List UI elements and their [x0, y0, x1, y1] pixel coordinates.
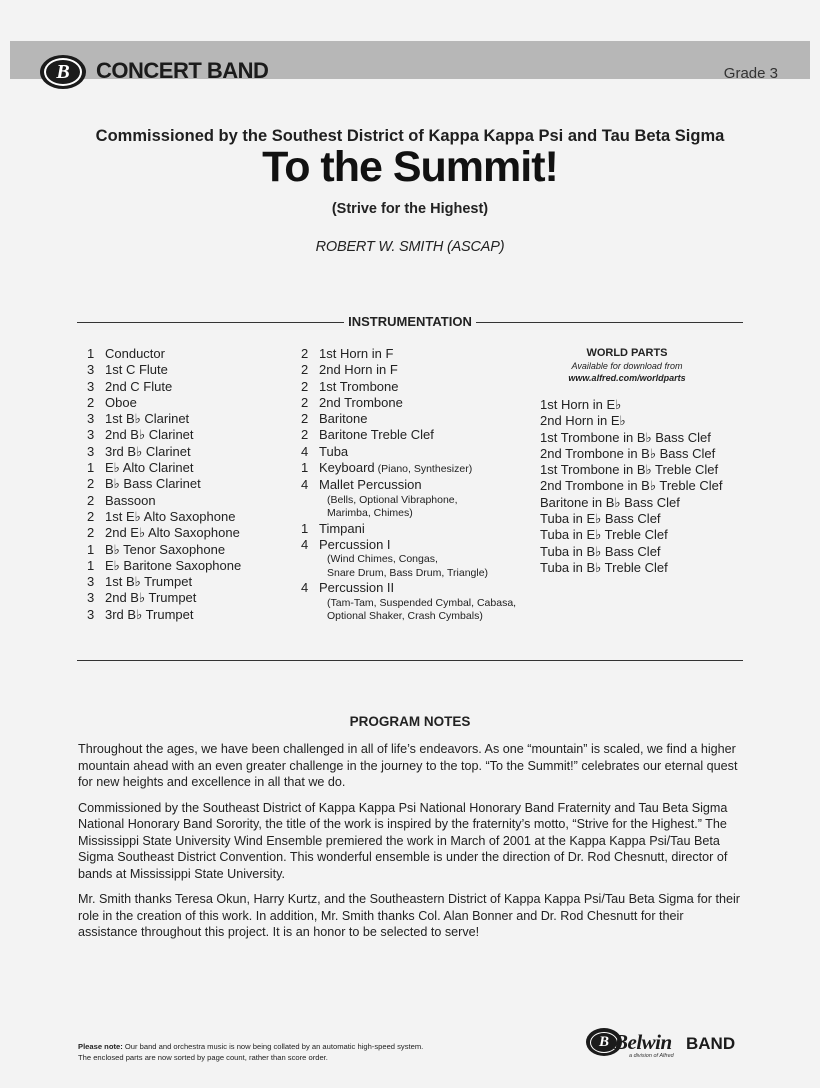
instrument-name: 2nd E♭ Alto Saxophone [105, 525, 240, 541]
composer: ROBERT W. SMITH (ASCAP) [315, 239, 505, 255]
instrument-detail: (Wind Chimes, Congas, [327, 553, 438, 566]
instrument-name: 2nd Trombone [319, 394, 403, 410]
instrument-row [87, 362, 241, 378]
instrument-row [87, 558, 241, 574]
instrument-name: 1st B♭ Clarinet [105, 411, 190, 427]
world-part-item: Tuba in E♭ Treble Clef [540, 527, 668, 543]
footer-note-line1: Our band and orchestra music is now being collated by an automatic high-speed system. [122, 1042, 424, 1051]
instrument-column-2 [301, 346, 516, 624]
instrument-qty: 4 [301, 580, 309, 596]
instrument-row [87, 411, 241, 427]
instrument-name: Baritone [319, 411, 368, 427]
instrument-qty: 3 [87, 362, 95, 378]
belwin-band-logo [586, 1026, 746, 1062]
instrument-row [87, 379, 241, 395]
instrument-name: 1st E♭ Alto Saxophone [105, 508, 236, 524]
world-parts-url: www.alfred.com/worldparts [568, 373, 686, 383]
instrument-name: Keyboard [319, 460, 375, 476]
instrument-row [301, 444, 516, 460]
instrument-name: 2nd B♭ Clarinet [105, 427, 194, 443]
instrument-name: Bassoon [105, 492, 156, 508]
world-parts-list [540, 397, 722, 576]
instrument-row [301, 411, 516, 427]
instrument-qty: 2 [87, 394, 95, 410]
instrument-row [301, 346, 516, 362]
instrument-name: Percussion I [319, 536, 391, 552]
instrument-name: E♭ Baritone Saxophone [105, 557, 242, 573]
instrument-qty: 2 [301, 427, 309, 443]
instrument-row [87, 574, 241, 590]
instrument-row [301, 427, 516, 443]
instrument-name: B♭ Tenor Saxophone [105, 541, 226, 557]
instrument-row [87, 542, 241, 558]
subtitle: (Strive for the Highest) [331, 201, 489, 217]
belwin-logo-icon [40, 55, 86, 89]
instrument-qty: 1 [87, 557, 95, 573]
instrument-detail: Marimba, Chimes) [327, 507, 413, 520]
instrument-row [87, 509, 241, 525]
instrument-detail: Snare Drum, Bass Drum, Triangle) [327, 566, 489, 579]
instrument-detail: (Piano, Synthesizer) [377, 463, 473, 476]
instrument-row [87, 476, 241, 492]
series-label: CONCERT BAND [96, 58, 269, 83]
instrument-name: Tuba [319, 443, 349, 459]
world-part-item: 2nd Trombone in B♭ Bass Clef [540, 445, 716, 461]
instrumentation-divider [77, 315, 743, 329]
belwin-band-word: BAND [686, 1034, 736, 1053]
instrument-qty: 4 [301, 536, 309, 552]
instrument-row [301, 537, 516, 553]
world-part-item: 1st Trombone in B♭ Bass Clef [540, 429, 711, 445]
instrument-row [87, 395, 241, 411]
page-title: To the Summit! [262, 143, 558, 191]
instrument-name: 3rd B♭ Clarinet [105, 443, 191, 459]
instrument-qty: 3 [87, 574, 95, 590]
instrument-qty: 3 [87, 427, 95, 443]
grade-label: Grade 3 [723, 65, 778, 82]
instrument-name: 2nd C Flute [105, 378, 173, 394]
world-part-item: Tuba in E♭ Bass Clef [540, 511, 661, 527]
instrument-qty: 3 [87, 606, 95, 622]
belwin-wordmark: Belwin [614, 1030, 672, 1054]
instrument-name: 2nd Horn in F [319, 362, 398, 378]
instrument-qty: 2 [301, 362, 309, 378]
instrument-qty: 2 [87, 476, 95, 492]
instrument-row [87, 444, 241, 460]
instrument-qty: 2 [301, 411, 309, 427]
notes-paragraph: Throughout the ages, we have been challenged in all of life’s endeavors. As one “mountain” is scaled, we find a higher mountain ahead with an even greater challenge in the journey to the top. “To the Summit!” celebrates our eternal quest for new heights and excellence in all that we do. [78, 742, 738, 789]
instrument-qty: 1 [87, 460, 95, 476]
instrument-name: Percussion II [319, 580, 395, 596]
notes-paragraph: Mr. Smith thanks Teresa Okun, Harry Kurtz, and the Southeastern District of Kappa Kappa Psi/Tau Beta Sigma for their role in the creation of this work. In addition, Mr. Smith thanks Col. Alan Bonner and Dr. Rod Chesnutt for their assistance throughout this project. It is an honor to be selected to serve! [78, 892, 740, 939]
instrument-row [87, 493, 241, 509]
instrument-row [87, 590, 241, 606]
belwin-division: a division of Alfred [629, 1053, 674, 1059]
instrument-qty: 1 [301, 460, 309, 476]
instrument-name: 1st Horn in F [319, 346, 394, 361]
world-part-item: 2nd Trombone in B♭ Treble Clef [540, 478, 723, 494]
footer-note-line2: The enclosed parts are now sorted by page count, rather than score order. [78, 1052, 328, 1062]
instrument-name: Oboe [105, 394, 137, 410]
instrument-column-1 [87, 346, 241, 623]
instrument-qty: 2 [87, 508, 95, 524]
instrument-qty: 1 [87, 541, 95, 557]
instrument-name: E♭ Alto Clarinet [105, 460, 194, 476]
instrument-row [87, 346, 241, 362]
instrument-qty: 2 [87, 492, 95, 508]
instrument-row [87, 427, 241, 443]
world-part-item: Tuba in B♭ Treble Clef [540, 559, 668, 575]
instrument-qty: 3 [87, 411, 95, 427]
instrument-qty: 2 [301, 394, 309, 410]
instrument-name: 1st B♭ Trumpet [105, 574, 193, 590]
belwin-logo-letter: B [590, 1032, 618, 1053]
world-parts-title: WORLD PARTS [586, 347, 668, 359]
instrument-name: Timpani [319, 520, 365, 536]
instrument-row [87, 607, 241, 623]
commission-line: Commissioned by the Southest District of Kappa Kappa Psi and Tau Beta Sigma [95, 127, 725, 145]
instrument-qty: 3 [87, 378, 95, 394]
instrument-qty: 1 [301, 520, 309, 536]
instrument-row [87, 460, 241, 476]
logo-letter: B [44, 58, 82, 86]
instrument-row [301, 460, 516, 477]
instrument-row [301, 379, 516, 395]
instrument-qty: 1 [87, 346, 95, 361]
instrument-qty: 4 [301, 477, 309, 493]
instrument-name: 3rd B♭ Trumpet [105, 606, 194, 622]
instrument-detail: (Bells, Optional Vibraphone, [327, 493, 458, 506]
instrument-qty: 3 [87, 443, 95, 459]
instrument-name: Mallet Percussion [319, 477, 422, 493]
section-divider [77, 660, 743, 661]
world-part-item: 2nd Horn in E♭ [540, 413, 626, 429]
instrument-row [301, 395, 516, 411]
footer-note-label: Please note: [78, 1042, 123, 1051]
world-part-item: Baritone in B♭ Bass Clef [540, 494, 680, 510]
world-parts-column [540, 346, 722, 576]
world-parts-available: Available for download from [571, 361, 683, 371]
instrument-qty: 2 [301, 346, 309, 361]
world-part-item: 1st Trombone in B♭ Treble Clef [540, 462, 719, 478]
instrument-qty: 4 [301, 443, 309, 459]
notes-paragraph: Commissioned by the Southeast District of Kappa Kappa Psi National Honorary Band Fraternity and Tau Beta Sigma National Honorary Band Sorority, the title of the work is inspired by the fraternity’s motto, “Strive for the Highest.” The Mississippi State University Wind Ensemble premiered the work in March of 2001 at the Kappa Kappa Psi/Tau Beta Sigma Southeast District Convention. This wonderful ensemble is under the direction of Dr. Rod Chesnutt, director of bands at Mississippi State University. [78, 800, 728, 881]
instrument-qty: 2 [87, 525, 95, 541]
instrument-name: B♭ Bass Clarinet [105, 476, 201, 492]
world-part-item: Tuba in B♭ Bass Clef [540, 543, 661, 559]
instrument-name: 2nd B♭ Trumpet [105, 590, 197, 606]
instrument-row [301, 477, 516, 493]
instrument-detail: (Tam-Tam, Suspended Cymbal, Cabasa, [327, 596, 517, 609]
instrument-name: Baritone Treble Clef [319, 427, 434, 443]
instrument-name: Conductor [105, 346, 165, 361]
instrument-name: 1st C Flute [105, 362, 168, 378]
program-notes-heading: PROGRAM NOTES [349, 714, 471, 729]
program-notes [78, 741, 745, 950]
instrument-name: 1st Trombone [319, 378, 399, 394]
instrumentation-heading: INSTRUMENTATION [344, 314, 476, 329]
instrument-qty: 2 [301, 378, 309, 394]
instrument-row [87, 525, 241, 541]
instrument-row [301, 521, 516, 537]
world-part-item: 1st Horn in E♭ [540, 397, 622, 412]
instrument-row [301, 580, 516, 596]
instrument-detail: Optional Shaker, Crash Cymbals) [327, 610, 483, 623]
instrument-row [301, 362, 516, 378]
footer-note [78, 1042, 518, 1063]
instrument-qty: 3 [87, 590, 95, 606]
world-parts-header [540, 346, 714, 384]
